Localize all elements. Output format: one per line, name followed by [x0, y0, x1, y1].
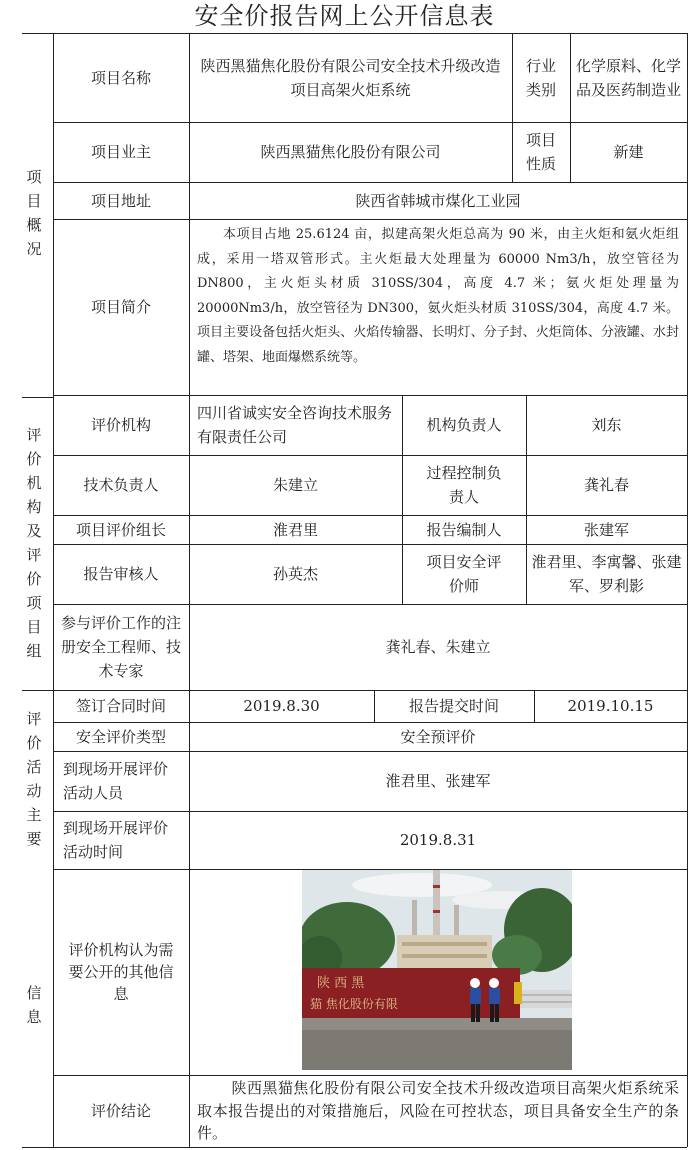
industry-label: 行业类别	[525, 57, 556, 99]
reviewer-value: 孙英杰	[272, 565, 318, 583]
conclusion-label: 评价结论	[90, 1102, 151, 1120]
section-char: 项	[26, 594, 42, 612]
sign-text-bottom: 猫 焦化股份有限	[310, 997, 398, 1011]
section-info-label	[22, 970, 46, 1040]
section-char: 息	[26, 1008, 42, 1026]
head-value: 刘东	[591, 416, 622, 434]
staff-label: 到现场开展评价活动人员	[63, 760, 169, 802]
section-overview-label	[22, 150, 46, 275]
sign-text-top: 陕 西 黑	[317, 976, 365, 991]
page-title: 安全价报告网上公开信息表	[194, 2, 495, 30]
conclusion-value: 陕西黑猫焦化股份有限公司安全技术升级改造项目高架火炬系统采取本报告提出的对策措施后，风险在可控状态，项目具备安全生产的条件。	[197, 1079, 679, 1142]
submit-value: 2019.10.15	[567, 697, 654, 715]
section-char: 项	[26, 167, 42, 186]
grid-line-v	[687, 33, 688, 1147]
section-char: 目	[26, 618, 42, 636]
agency-value: 四川省诚实安全咨询技术服务有限责任公司	[197, 404, 393, 446]
project-name-label: 项目名称	[90, 69, 151, 87]
writer-value: 张建军	[583, 520, 629, 539]
process-value: 龚礼春	[583, 476, 629, 494]
nature-label: 项目性质	[525, 131, 556, 173]
assessor-value: 淮君里、李寓馨、张建军、罗利影	[531, 553, 682, 595]
brief-value: 本项目占地 25.6124 亩，拟建高架火炬总高为 90 米，由主火炬和氨火炬组成，采用一塔双管形式。主火炬最大处理量为 60000 Nm3/h，放空管径为 DN800，主火炬头材质 310SS/304，高度 4.7 米；氨火炬处理量为 20000Nm3/h，放空管径为 DN300，氨火炬头材质 310SS/304，高度 4.7 米。项目主要设备包括火炬头、火焰传输器、长明灯、分子封、火炬筒体、分液罐、水封罐、塔架、地面爆燃系统等。	[197, 227, 679, 365]
assessor-label: 项目安全评价师	[426, 553, 502, 595]
industry-value: 化学原料、化学品及医药制造业	[575, 57, 681, 99]
section-char: 概	[26, 215, 42, 234]
owner-label: 项目业主	[90, 143, 151, 161]
site-photo	[302, 870, 572, 1070]
type-label: 安全评价类型	[75, 727, 166, 746]
section-char: 活	[26, 758, 42, 776]
section-char: 机	[26, 474, 42, 492]
staff-value: 淮君里、张建军	[385, 772, 491, 790]
contract-value: 2019.8.30	[243, 697, 320, 715]
leader-label: 项目评价组长	[75, 520, 166, 539]
section-char: 评	[26, 546, 42, 564]
brief-label: 项目简介	[90, 298, 151, 316]
section-char: 评	[26, 426, 42, 444]
section-char: 组	[26, 642, 42, 660]
nature-value: 新建	[613, 143, 644, 161]
section-char: 及	[26, 522, 42, 540]
address-label: 项目地址	[90, 191, 151, 210]
reviewer-label: 报告审核人	[83, 565, 159, 583]
section-char: 价	[26, 734, 42, 752]
section-char: 要	[26, 830, 42, 848]
section-char: 价	[26, 570, 42, 588]
engineers-label: 参与评价工作的注册安全工程师、技术专家	[60, 614, 181, 680]
grid-line-h	[22, 1147, 687, 1148]
leader-value: 淮君里	[272, 520, 318, 539]
section-char: 动	[26, 782, 42, 800]
other-info-label: 评价机构认为需要公开的其他信息	[68, 941, 174, 1003]
type-value: 安全预评价	[400, 727, 476, 746]
project-name-value: 陕西黑猫焦化股份有限公司安全技术升级改造项目高架火炬系统	[200, 57, 501, 99]
section-char: 况	[26, 239, 42, 258]
submit-label: 报告提交时间	[408, 697, 499, 715]
section-char: 构	[26, 498, 42, 516]
contract-label: 签订合同时间	[75, 697, 166, 715]
writer-label: 报告编制人	[426, 520, 502, 539]
section-char: 评	[26, 710, 42, 728]
section-activity-label	[22, 693, 46, 865]
owner-value: 陕西黑猫焦化股份有限公司	[260, 143, 441, 161]
grid-line-h	[22, 690, 53, 691]
section-char: 主	[26, 806, 42, 824]
tech-value: 朱建立	[272, 476, 318, 494]
time-label: 到现场开展评价活动时间	[63, 819, 169, 861]
section-char: 目	[26, 191, 42, 210]
process-label: 过程控制负责人	[426, 464, 502, 506]
section-char: 信	[26, 984, 42, 1002]
address-value: 陕西省韩城市煤化工业园	[355, 191, 521, 210]
section-char: 价	[26, 450, 42, 468]
time-value: 2019.8.31	[399, 831, 477, 849]
section-org-label	[22, 398, 46, 688]
tech-label: 技术负责人	[83, 476, 159, 494]
agency-label: 评价机构	[90, 416, 151, 434]
head-label: 机构负责人	[426, 416, 502, 434]
engineers-value: 龚礼春、朱建立	[385, 638, 491, 656]
